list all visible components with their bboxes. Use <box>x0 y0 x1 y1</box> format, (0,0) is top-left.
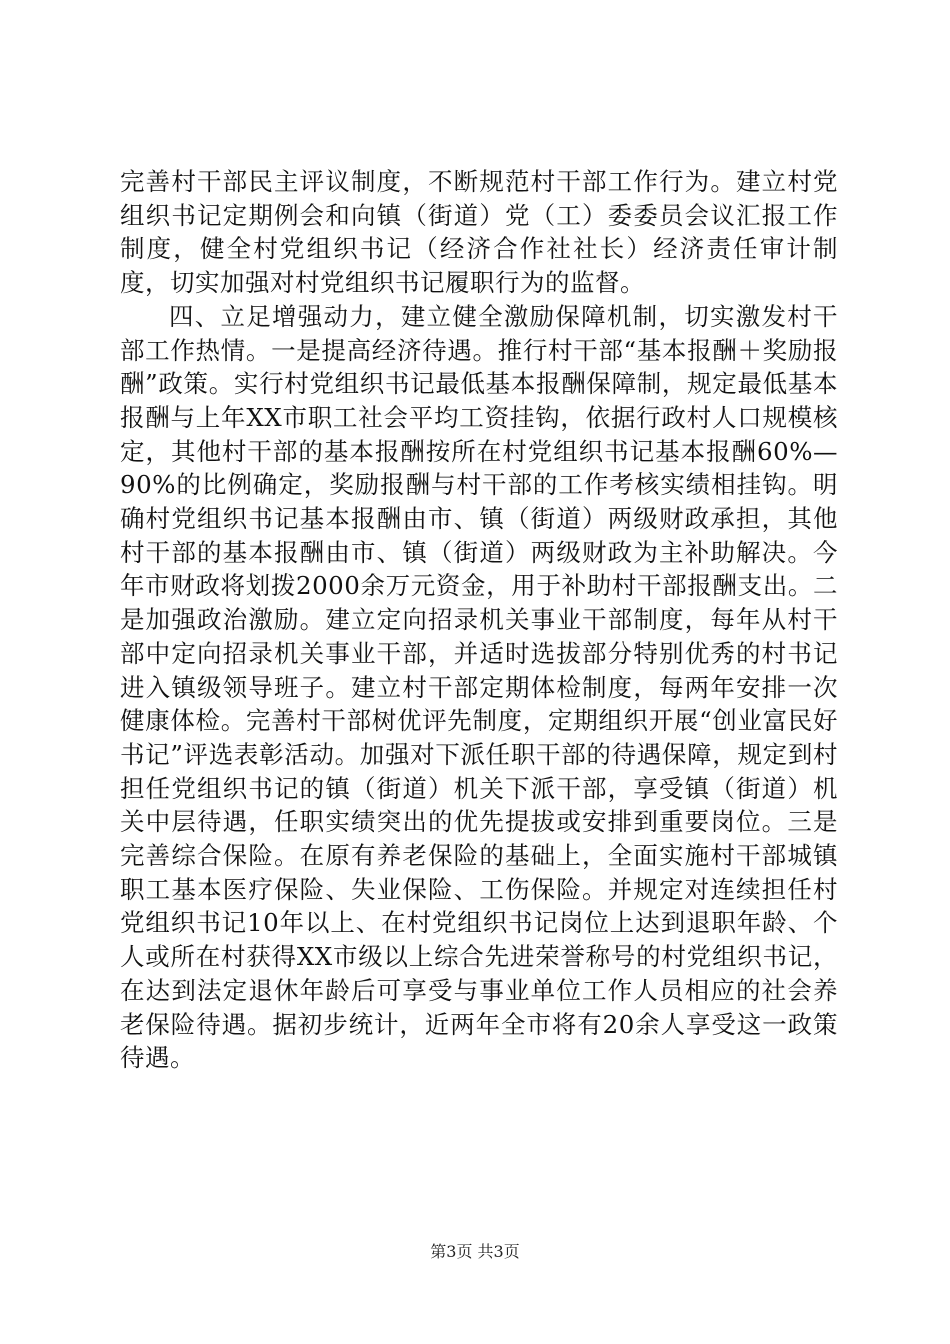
document-body <box>120 165 838 1075</box>
page-number-footer: 第3页 共3页 <box>430 1242 520 1261</box>
paragraph-section-four: 四、立足增强动力，建立健全激励保障机制，切实激发村干部工作热情。一是提高经济待遇。推行村干部“基本报酬＋奖励报酬”政策。实行村党组织书记最低基本报酬保障制，规定最低基本报酬与上年XX市职工社会平均工资挂钩，依据行政村人口规模核定，其他村干部的基本报酬按所在村党组织书记基本报酬60%—90%的比例确定，奖励报酬与村干部的工作考核实绩相挂钩。明确村党组织书记基本报酬由市、镇（街道）两级财政承担，其他村干部的基本报酬由市、镇（街道）两级财政为主补助解决。今年市财政将划拨2000余万元资金，用于补助村干部报酬支出。二是加强政治激励。建立定向招录机关事业干部制度，每年从村干部中定向招录机关事业干部，并适时选拔部分特别优秀的村书记进入镇级领导班子。建立村干部定期体检制度，每两年安排一次健康体检。完善村干部树优评先制度，定期组织开展“创业富民好书记”评选表彰活动。加强对下派任职干部的待遇保障，规定到村担任党组织书记的镇（街道）机关下派干部，享受镇（街道）机关中层待遇，任职实绩突出的优先提拔或安排到重要岗位。三是完善综合保险。在原有养老保险的基础上，全面实施村干部城镇职工基本医疗保险、失业保险、工伤保险。并规定对连续担任村党组织书记10年以上、在村党组织书记岗位上达到退职年龄、个人或所在村获得XX市级以上综合先进荣誉称号的村党组织书记，在达到法定退休年龄后可享受与事业单位工作人员相应的社会养老保险待遇。据初步统计，近两年全市将有20余人享受这一政策待遇。 <box>120 301 838 1073</box>
paragraph-continuation: 完善村干部民主评议制度，不断规范村干部工作行为。建立村党组织书记定期例会和向镇（街道）党（工）委委员会议汇报工作制度，健全村党组织书记（经济合作社社长）经济责任审计制度，切实加强对村党组织书记履职行为的监督。 <box>120 167 838 298</box>
